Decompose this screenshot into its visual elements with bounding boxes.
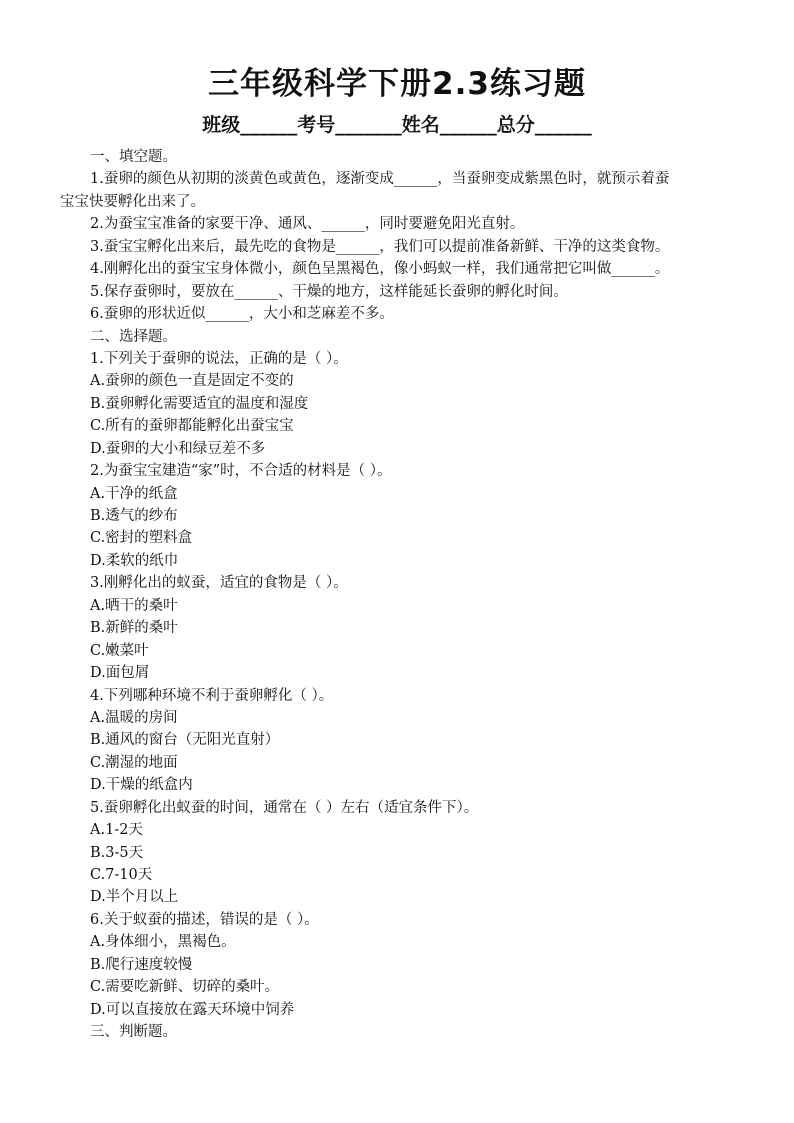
fill-blank-question: 5.保存蚕卵时，要放在______、干燥的地方，这样能延长蚕卵的孵化时间。 [90, 283, 568, 300]
student-info-line: 班级______考号_______姓名______总分______ [202, 114, 592, 136]
choice-option: C.潮湿的地面 [90, 754, 178, 771]
fill-blank-question: 6.蚕卵的形状近似______，大小和芝麻差不多。 [90, 306, 394, 323]
choice-option: C.密封的塑料盒 [90, 530, 193, 547]
choice-option: D.半个月以上 [90, 889, 179, 906]
choice-option: B.3-5天 [90, 844, 144, 861]
choice-option: B.蚕卵孵化需要适宜的温度和湿度 [90, 395, 309, 412]
fill-blank-question: 1.蚕卵的颜色从初期的淡黄色或黄色，逐渐变成______，当蚕卵变成紫黑色时，就预示着蚕 [90, 171, 670, 188]
choice-option: A.晒干的桑叶 [90, 597, 178, 614]
choice-option: D.干燥的纸盒内 [90, 777, 193, 794]
choice-option: D.面包屑 [90, 665, 150, 682]
choice-option: D.柔软的纸巾 [90, 552, 179, 569]
choice-option: D.可以直接放在露天环境中饲养 [90, 1001, 295, 1018]
choice-option: C.需要吃新鲜、切碎的桑叶。 [90, 979, 280, 996]
choice-option: B.爬行速度较慢 [90, 956, 193, 973]
fill-blank-question-continuation: 宝宝快要孵化出来了。 [60, 193, 205, 210]
choice-option: A.干净的纸盒 [90, 485, 178, 502]
fill-blank-question: 2.为蚕宝宝准备的家要干净、通风、______，同时要避免阳光直射。 [90, 216, 525, 233]
choice-question-stem: 5.蚕卵孵化出蚁蚕的时间，通常在（ ）左右（适宜条件下）。 [90, 799, 479, 816]
page-title: 三年级科学下册2.3练习题 [208, 66, 586, 102]
section-heading-fill-blank: 一、填空题。 [90, 149, 177, 165]
choice-option: A.1-2天 [90, 822, 143, 839]
choice-option: A.身体细小，黑褐色。 [90, 934, 236, 951]
choice-option: C.所有的蚕卵都能孵化出蚕宝宝 [90, 418, 294, 435]
choice-option: C.嫩菜叶 [90, 642, 149, 659]
section-heading-true-false: 三、判断题。 [90, 1024, 177, 1041]
choice-option: C.7-10天 [90, 867, 153, 883]
worksheet-body [60, 146, 740, 1044]
choice-question-stem: 4.下列哪种环境不利于蚕卵孵化（ ）。 [90, 687, 334, 704]
choice-option: A.温暖的房间 [90, 709, 178, 726]
section-heading-multiple-choice: 二、选择题。 [90, 328, 177, 345]
choice-question-stem: 2.为蚕宝宝建造“家”时，不合适的材料是（ ）。 [90, 463, 392, 480]
choice-option: B.新鲜的桑叶 [90, 620, 178, 637]
choice-question-stem: 6.关于蚁蚕的描述，错误的是（ ）。 [90, 911, 319, 928]
choice-option: B.透气的纱布 [90, 508, 178, 524]
choice-question-stem: 1.下列关于蚕卵的说法，正确的是（ ）。 [90, 350, 348, 367]
choice-option: D.蚕卵的大小和绿豆差不多 [90, 440, 266, 457]
fill-blank-question: 3.蚕宝宝孵化出来后，最先吃的食物是______，我们可以提前准备新鲜、干净的这类食物。 [90, 238, 670, 255]
fill-blank-question: 4.刚孵化出的蚕宝宝身体微小，颜色呈黑褐色，像小蚂蚁一样，我们通常把它叫做______。 [90, 261, 670, 278]
choice-question-stem: 3.刚孵化出的蚁蚕，适宜的食物是（ ）。 [90, 575, 348, 592]
choice-option: A.蚕卵的颜色一直是固定不变的 [90, 373, 294, 390]
choice-option: B.通风的窗台（无阳光直射） [90, 732, 280, 749]
